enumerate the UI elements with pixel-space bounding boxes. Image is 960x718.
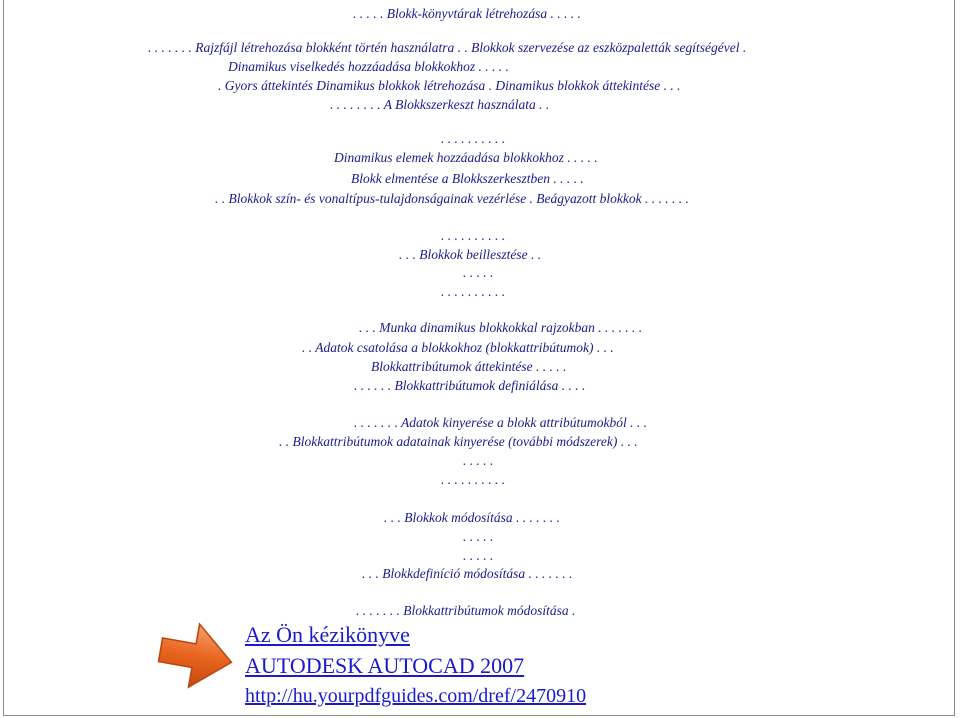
arrow-right-icon (156, 620, 236, 692)
toc-entry: Blokkattribútumok áttekintése . . . . . (371, 359, 567, 374)
toc-entry: . . . . . . . Adatok kinyerése a blokk attribútumokból . . . (354, 415, 647, 430)
toc-entry: . . . . . . . . . . (441, 284, 506, 299)
toc-entry: . Gyors áttekintés Dinamikus blokkok létrehozása . Dinamikus blokkok áttekintése . . . (218, 78, 681, 93)
toc-entry: . . . . . . . Rajzfájl létrehozása blokként történ használatra . . Blokkok szervezése az eszközpaletták segítségével . (148, 40, 747, 55)
toc-entry: . . . . . . . . A Blokkszerkeszt használata . . (330, 97, 550, 112)
manual-url-link[interactable]: http://hu.yourpdfguides.com/dref/2470910 (245, 685, 587, 707)
toc-entry: . . . . . . . . . . (441, 131, 506, 146)
toc-entry: . . . . . Blokk-könyvtárak létrehozása . . . . . (353, 6, 581, 21)
toc-entry: . . . . . (463, 265, 494, 280)
toc-entry: . . . Blokkok beillesztése . . (399, 247, 542, 262)
toc-entry: . . . . . (463, 453, 494, 468)
toc-entry: . . Adatok csatolása a blokkokhoz (blokkattribútumok) . . . (302, 340, 614, 355)
toc-entry: Dinamikus elemek hozzáadása blokkokhoz . . . . . (334, 150, 598, 165)
toc-entry: Dinamikus viselkedés hozzáadása blokkokhoz . . . . . (228, 59, 509, 74)
toc-entry: . . . . . (463, 548, 494, 563)
toc-entry: . . . . . . . Blokkattribútumok módosítása . (356, 603, 576, 618)
toc-entry: . . . . . . . . . . (441, 472, 506, 487)
toc-entry: . . . . . . . . . . (441, 228, 506, 243)
toc-entry: . . . Munka dinamikus blokkokkal rajzokban . . . . . . . (359, 320, 643, 335)
toc-entry: . . Blokkok szín- és vonaltípus-tulajdonságainak vezérlése . Beágyazott blokkok . . . . . . . (215, 191, 689, 206)
toc-entry: Blokk elmentése a Blokkszerkesztben . . . . . (351, 171, 584, 186)
toc-entry: . . . Blokkok módosítása . . . . . . . (384, 510, 560, 525)
toc-entry: . . . Blokkdefiníció módosítása . . . . . . . (362, 566, 573, 581)
toc-entry: . . . . . . Blokkattribútumok definiálása . . . . (354, 378, 586, 393)
toc-entry: . . . . . (463, 529, 494, 544)
toc-entry: . . Blokkattribútumok adatainak kinyerése (további módszerek) . . . (279, 434, 638, 449)
product-name-link[interactable]: AUTODESK AUTOCAD 2007 (245, 653, 525, 678)
manual-title-link[interactable]: Az Ön kézikönyve (245, 622, 410, 647)
